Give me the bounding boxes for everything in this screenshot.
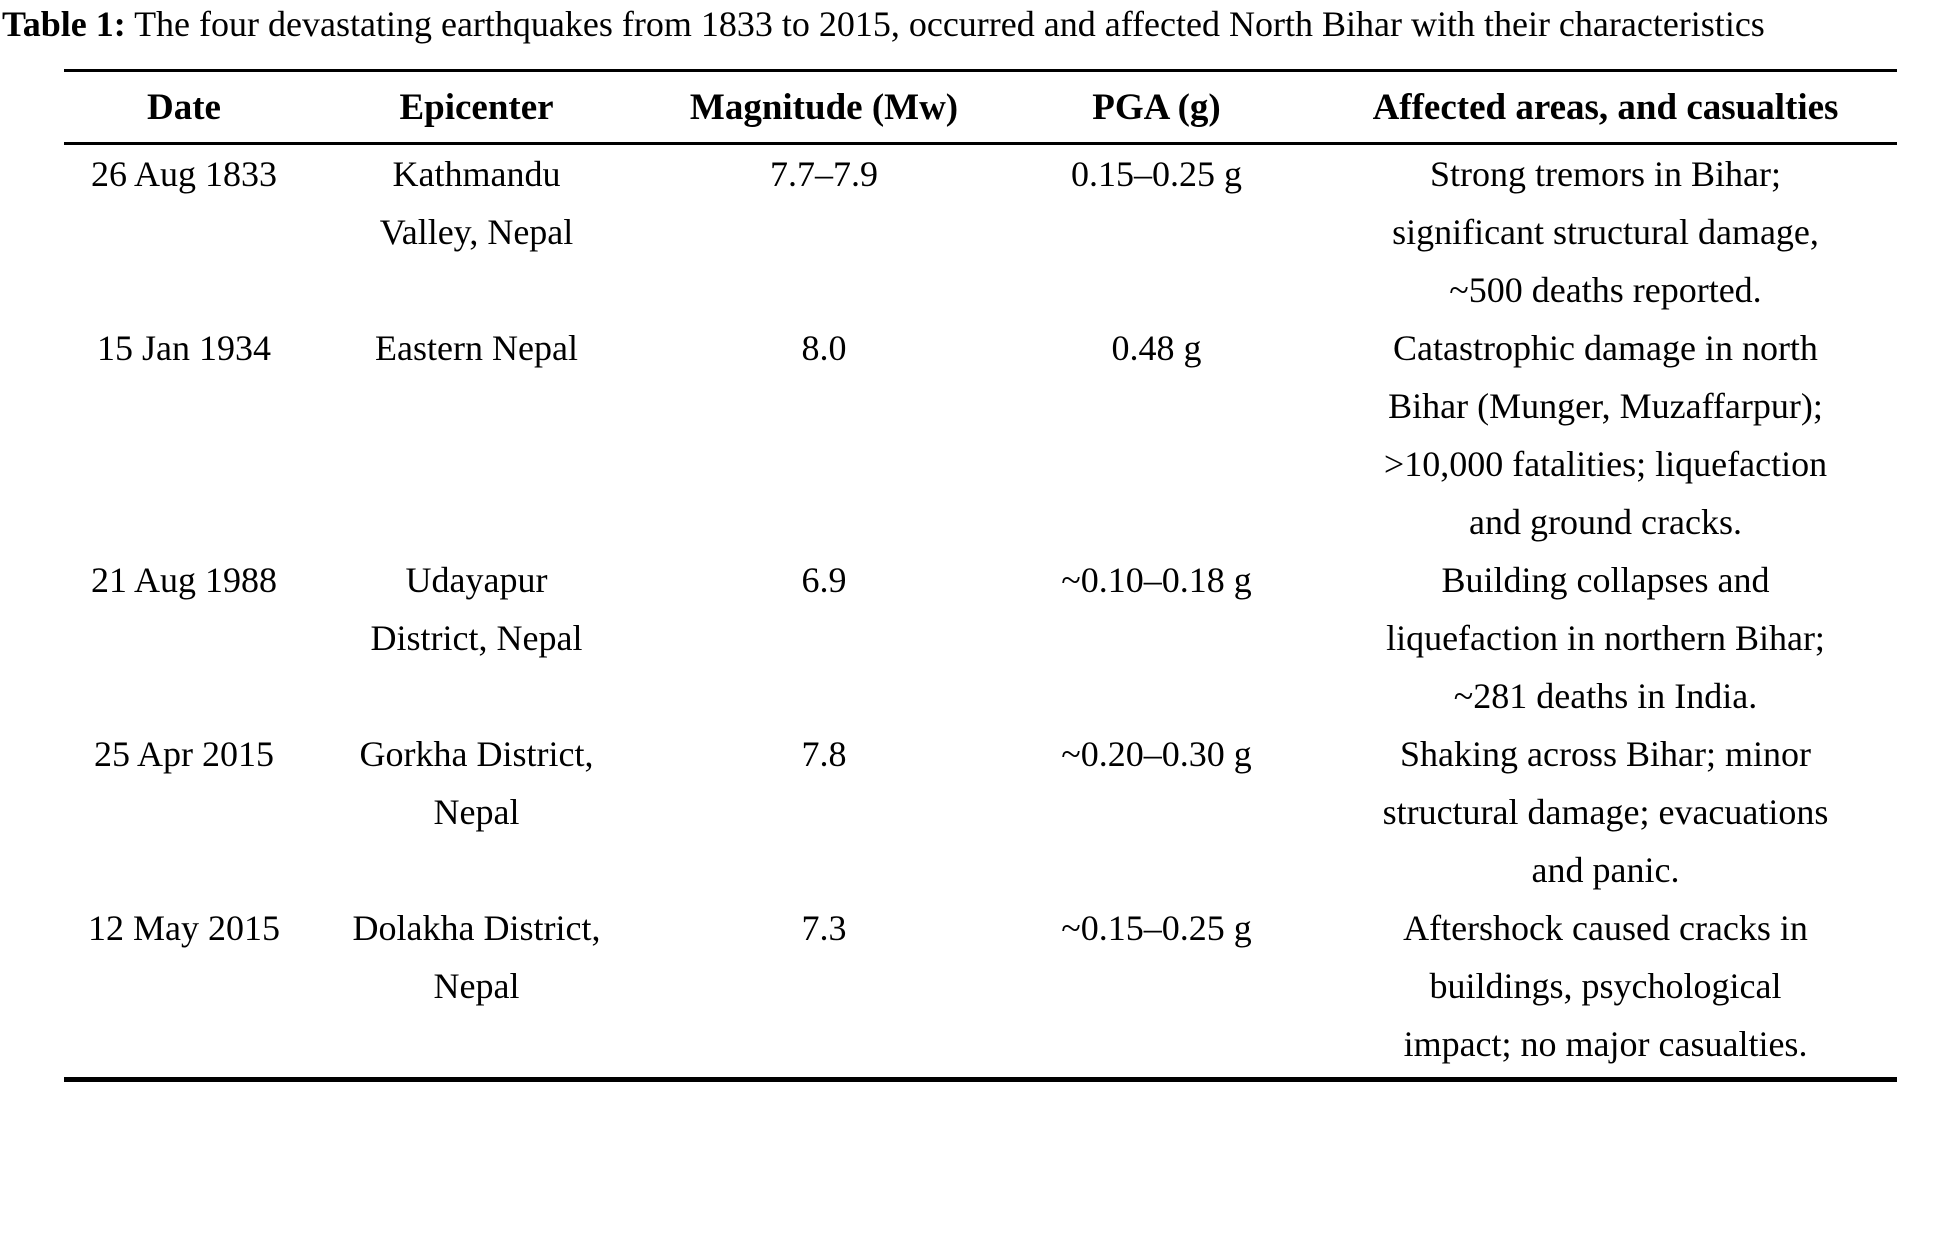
header-row bbox=[64, 71, 1897, 144]
col-header-affected: Affected areas, and casualties bbox=[1372, 87, 1839, 128]
cell-pga: ~0.15–0.25 g bbox=[1061, 908, 1252, 948]
cell-magnitude: 7.7–7.9 bbox=[770, 154, 878, 194]
cell-epicenter: Udayapur District, Nepal bbox=[370, 560, 583, 658]
table-caption bbox=[2, 2, 1954, 47]
col-header-magnitude: Magnitude (Mw) bbox=[689, 87, 959, 128]
cell-affected: Strong tremors in Bihar; significant structural damage, ~500 deaths reported. bbox=[1392, 154, 1819, 310]
cell-date: 12 May 2015 bbox=[88, 908, 280, 948]
cell-affected: Catastrophic damage in north Bihar (Munger, Muzaffarpur); >10,000 fatalities; liquefaction and ground cracks. bbox=[1383, 328, 1828, 542]
table-body bbox=[64, 144, 1897, 1080]
cell-epicenter: Kathmandu Valley, Nepal bbox=[379, 154, 574, 252]
cell-date: 15 Jan 1934 bbox=[97, 328, 271, 368]
table-caption-label: Table 1: bbox=[2, 4, 126, 44]
table-row bbox=[64, 899, 1897, 1080]
col-header-pga: PGA (g) bbox=[1092, 87, 1221, 128]
table-caption-text: The four devastating earthquakes from 1833 to 2015, occurred and affected North Bihar with their characteristics bbox=[134, 4, 1765, 44]
table-row bbox=[64, 319, 1897, 551]
cell-date: 21 Aug 1988 bbox=[90, 560, 277, 600]
cell-magnitude: 6.9 bbox=[801, 560, 847, 600]
cell-pga: 0.48 g bbox=[1111, 328, 1202, 368]
cell-epicenter: Dolakha District, Nepal bbox=[352, 908, 601, 1006]
cell-affected: Building collapses and liquefaction in northern Bihar; ~281 deaths in India. bbox=[1386, 560, 1825, 716]
table-header bbox=[64, 71, 1897, 144]
col-header-epicenter: Epicenter bbox=[399, 87, 554, 128]
cell-magnitude: 8.0 bbox=[801, 328, 847, 368]
cell-magnitude: 7.3 bbox=[801, 908, 847, 948]
cell-epicenter: Eastern Nepal bbox=[375, 328, 578, 368]
cell-date: 25 Apr 2015 bbox=[94, 734, 274, 774]
table-row bbox=[64, 144, 1897, 320]
cell-date: 26 Aug 1833 bbox=[90, 154, 277, 194]
table-row bbox=[64, 551, 1897, 725]
cell-pga: 0.15–0.25 g bbox=[1071, 154, 1242, 194]
cell-affected: Aftershock caused cracks in buildings, psychological impact; no major casualties. bbox=[1403, 908, 1808, 1064]
cell-pga: ~0.10–0.18 g bbox=[1061, 560, 1252, 600]
col-header-date: Date bbox=[147, 87, 221, 128]
earthquake-table bbox=[64, 69, 1897, 1082]
cell-epicenter: Gorkha District, Nepal bbox=[359, 734, 594, 832]
table-row bbox=[64, 725, 1897, 899]
cell-affected: Shaking across Bihar; minor structural damage; evacuations and panic. bbox=[1382, 734, 1829, 890]
cell-pga: ~0.20–0.30 g bbox=[1061, 734, 1252, 774]
cell-magnitude: 7.8 bbox=[801, 734, 847, 774]
